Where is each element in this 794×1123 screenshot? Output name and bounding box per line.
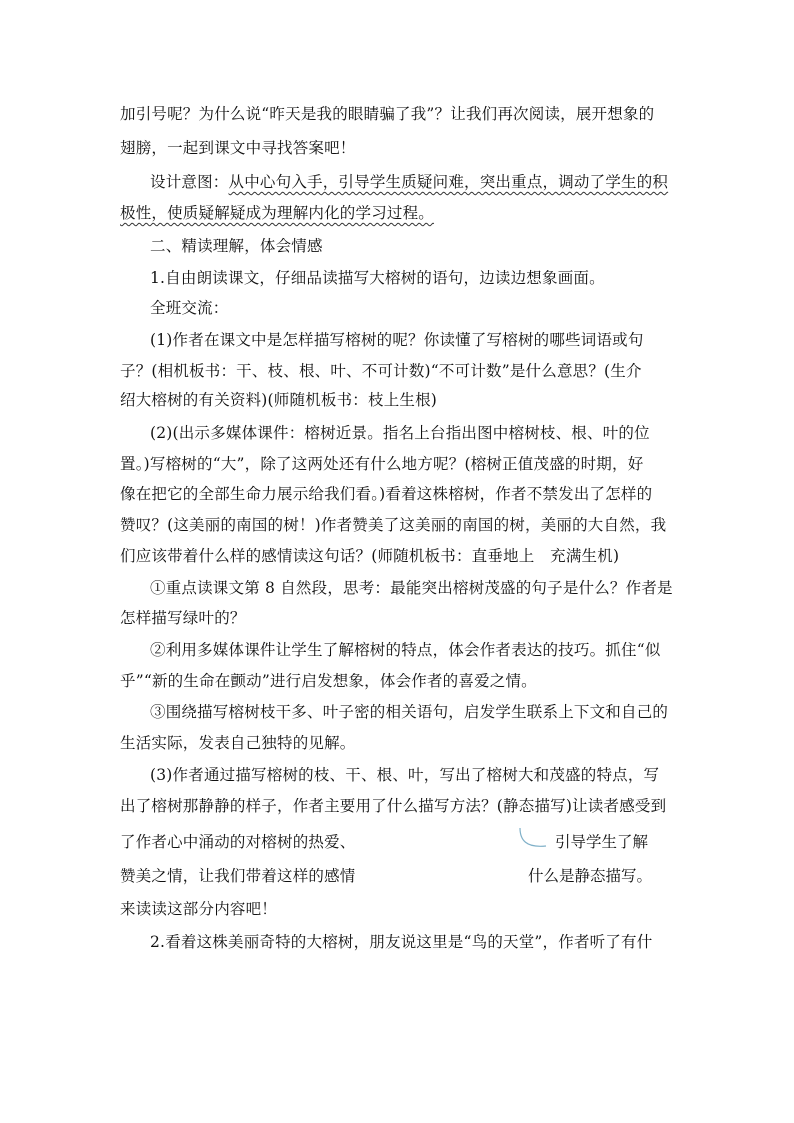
paragraph-line: ①重点读课文第 8 自然段，思考：最能突出榕树茂盛的句子是什么？作者是 — [150, 579, 673, 597]
paragraph-line: 了作者心中涌动的对榕树的热爱、 — [120, 833, 356, 851]
paragraph-line: 像在把它的全部生命力展示给我们看。)看着这株榕树，作者不禁发出了怎样的 — [120, 485, 653, 503]
paragraph-line: 翅膀，一起到课文中寻找答案吧！ — [120, 139, 356, 157]
paragraph-line: (3)作者通过描写榕树的枝、干、根、叶，写出了榕树大和茂盛的特点，写 — [150, 766, 660, 784]
design-intent-line-1 — [150, 172, 668, 192]
paragraph-line: 全班交流： — [150, 299, 229, 317]
paragraph-line: 赞叹？(这美丽的南国的树！)作者赞美了这美丽的南国的树，美丽的大自然，我 — [120, 516, 667, 534]
section-heading: 二、精读理解，体会情感 — [150, 237, 323, 255]
design-intent-text: 从中心句入手，引导学生质疑问难，突出重点，调动了学生的积 — [228, 173, 669, 191]
paragraph-line: (1)作者在课文中是怎样描写榕树的呢？你读懂了写榕树的哪些词语或句 — [150, 331, 644, 349]
paragraph-line: 出了榕树那静静的样子，作者主要用了什么描写方法？(静态描写)让读者感受到 — [120, 797, 667, 815]
paragraph-line: 置。)写榕树的“大”，除了这两处还有什么地方呢？(榕树正值茂盛的时期，好 — [120, 455, 644, 473]
side-note-line-1: 引导学生了解 — [555, 833, 649, 851]
paragraph-line: 怎样描写绿叶的？ — [120, 609, 246, 627]
paragraph-line: 来读读这部分内容吧！ — [120, 900, 278, 918]
paragraph-line: 2.看着这株美丽奇特的大榕树，朋友说这里是“鸟的天堂”，作者听了有什 — [150, 933, 653, 951]
paragraph-line: 乎”“新的生命在颤动”进行启发想象，体会作者的喜爱之情。 — [120, 672, 537, 690]
design-intent-text: 极性，使质疑解疑成为理解内化的学习过程。 — [120, 204, 435, 222]
paragraph-line: 们应该带着什么样的感情读这句话？(师随机板书：直垂地上 充满生机) — [120, 547, 620, 565]
paragraph-line: 生活实际，发表自己独特的见解。 — [120, 734, 356, 752]
paragraph-line: 加引号呢？为什么说“昨天是我的眼睛骗了我”？让我们再次阅读，展开想象的 — [120, 105, 655, 123]
paragraph-line: 赞美之情，让我们带着这样的感情 — [120, 867, 356, 885]
paragraph-line: ②利用多媒体课件让学生了解榕树的特点，体会作者表达的技巧。抓住“似 — [150, 641, 661, 659]
paragraph-line: 子？(相机板书：干、枝、根、叶、不可计数)“不可计数”是什么意思？(生介 — [120, 362, 642, 380]
paragraph-line: 1.自由朗读课文，仔细品读描写大榕树的语句，边读边想象画面。 — [150, 269, 605, 287]
design-intent-label: 设计意图： — [150, 173, 229, 191]
paragraph-line: 绍大榕树的有关资料)(师随机板书：枝上生根) — [120, 391, 438, 409]
paragraph-line: ③围绕描写榕树枝干多、叶子密的相关语句，启发学生联系上下文和自己的 — [150, 703, 669, 721]
design-intent-line-2 — [120, 203, 434, 223]
paragraph-line: (2)(出示多媒体课件：榕树近景。指名上台指出图中榕树枝、根、叶的位 — [150, 424, 650, 442]
annotation-bracket — [516, 826, 550, 856]
side-note-line-2: 什么是静态描写。 — [528, 867, 653, 885]
